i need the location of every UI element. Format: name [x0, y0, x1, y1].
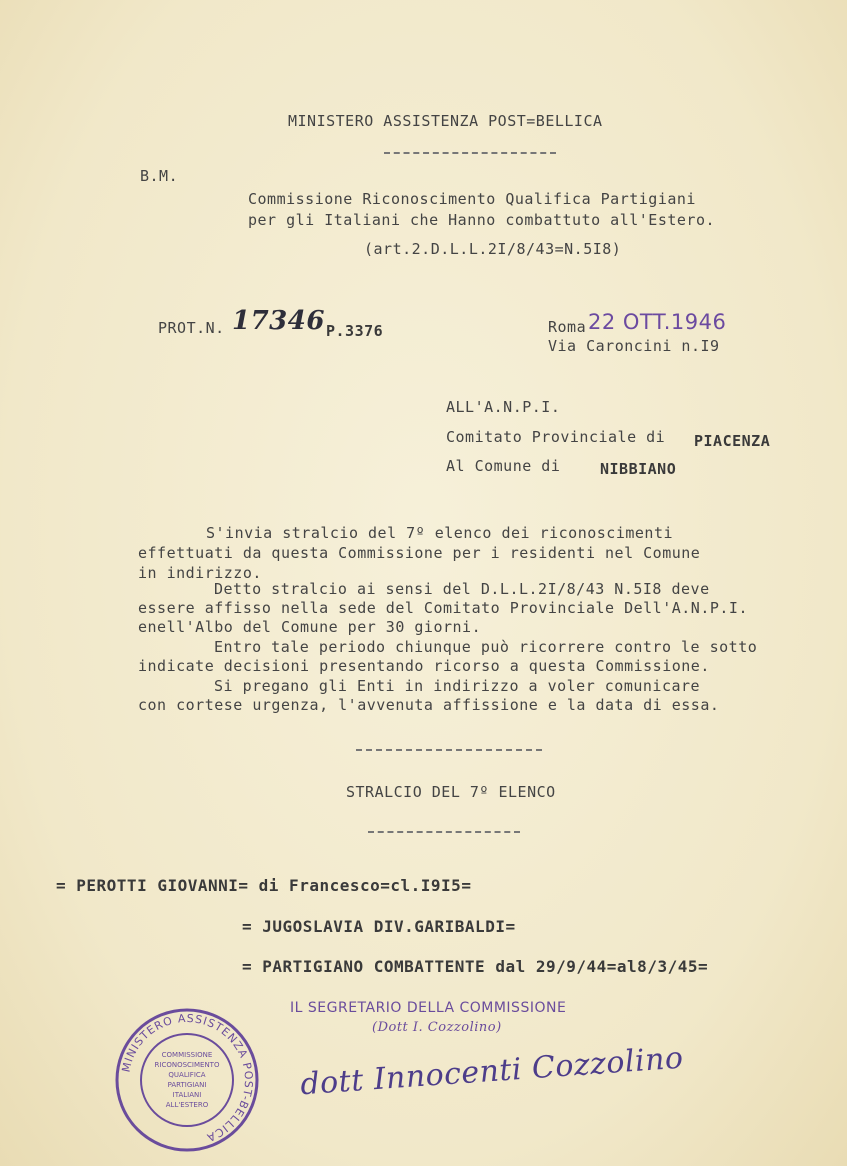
handwritten-signature: dott Innocenti Cozzolino: [299, 1040, 685, 1103]
bm-label: B.M.: [140, 167, 179, 185]
city-label: Roma: [548, 318, 587, 336]
recipient-comune: Al Comune di: [446, 457, 561, 475]
recipient-anpi: ALL'A.N.P.I.: [446, 398, 561, 416]
svg-text:MINISTERO ASSISTENZA POST-BELL: MINISTERO ASSISTENZA POST-BELLICA: [119, 1011, 256, 1145]
ministry-title: MINISTERO ASSISTENZA POST=BELLICA: [288, 112, 603, 130]
svg-text:QUALIFICA: QUALIFICA: [168, 1071, 206, 1079]
prot-label: PROT.N.: [158, 319, 225, 337]
body-line: essere affisso nella sede del Comitato Provinciale Dell'A.N.P.I.: [138, 599, 748, 617]
svg-text:ITALIANI: ITALIANI: [172, 1091, 202, 1099]
entry-status: = PARTIGIANO COMBATTENTE dal 29/9/44=al8/3/45=: [242, 957, 709, 976]
p-number: P.3376: [326, 322, 384, 340]
recipient-piacenza: PIACENZA: [694, 432, 771, 450]
body-line: indicate decisioni presentando ricorso a questa Commissione.: [138, 657, 710, 675]
body-line: Entro tale periodo chiunque può ricorrere contro le sotto: [214, 638, 758, 656]
body-line: effettuati da questa Commissione per i residenti nel Comune: [138, 544, 701, 562]
extract-divider-bottom: [368, 831, 520, 833]
entry-unit: = JUGOSLAVIA DIV.GARIBALDI=: [242, 917, 516, 936]
article-reference: (art.2.D.L.L.2I/8/43=N.5I8): [364, 240, 622, 258]
svg-text:RICONOSCIMENTO: RICONOSCIMENTO: [154, 1061, 220, 1069]
prot-number: 17346: [232, 306, 325, 336]
svg-text:ALL'ESTERO: ALL'ESTERO: [165, 1101, 209, 1109]
signature-role: IL SEGRETARIO DELLA COMMISSIONE: [290, 1000, 567, 1016]
extract-divider-top: [356, 749, 542, 751]
body-line: con cortese urgenza, l'avvenuta affissione e la data di essa.: [138, 696, 720, 714]
body-line: Si pregano gli Enti in indirizzo a voler comunicare: [214, 677, 701, 695]
date-stamp: 22 OTT.1946: [588, 310, 727, 334]
body-line: S'invia stralcio del 7º elenco dei riconoscimenti: [206, 524, 674, 542]
extract-title: STRALCIO DEL 7º ELENCO: [346, 783, 556, 801]
commission-line-2: per gli Italiani che Hanno combattuto all'Estero.: [248, 211, 716, 229]
body-line: Detto stralcio ai sensi del D.L.L.2I/8/43 N.5I8 deve: [214, 580, 710, 598]
header-divider: [384, 152, 556, 154]
address: Via Caroncini n.I9: [548, 337, 720, 355]
svg-text:COMMISSIONE: COMMISSIONE: [161, 1051, 213, 1059]
recipient-nibbiano: NIBBIANO: [600, 460, 677, 478]
recipient-comitato: Comitato Provinciale di: [446, 428, 666, 446]
signature-name: (Dott I. Cozzolino): [372, 1020, 502, 1035]
commission-line-1: Commissione Riconoscimento Qualifica Partigiani: [248, 190, 696, 208]
body-line: enell'Albo del Comune per 30 giorni.: [138, 618, 482, 636]
body-line: in indirizzo.: [138, 564, 262, 582]
svg-text:PARTIGIANI: PARTIGIANI: [167, 1081, 207, 1089]
official-seal: [112, 1005, 262, 1155]
entry-name: = PEROTTI GIOVANNI= di Francesco=cl.I9I5=: [56, 876, 472, 895]
